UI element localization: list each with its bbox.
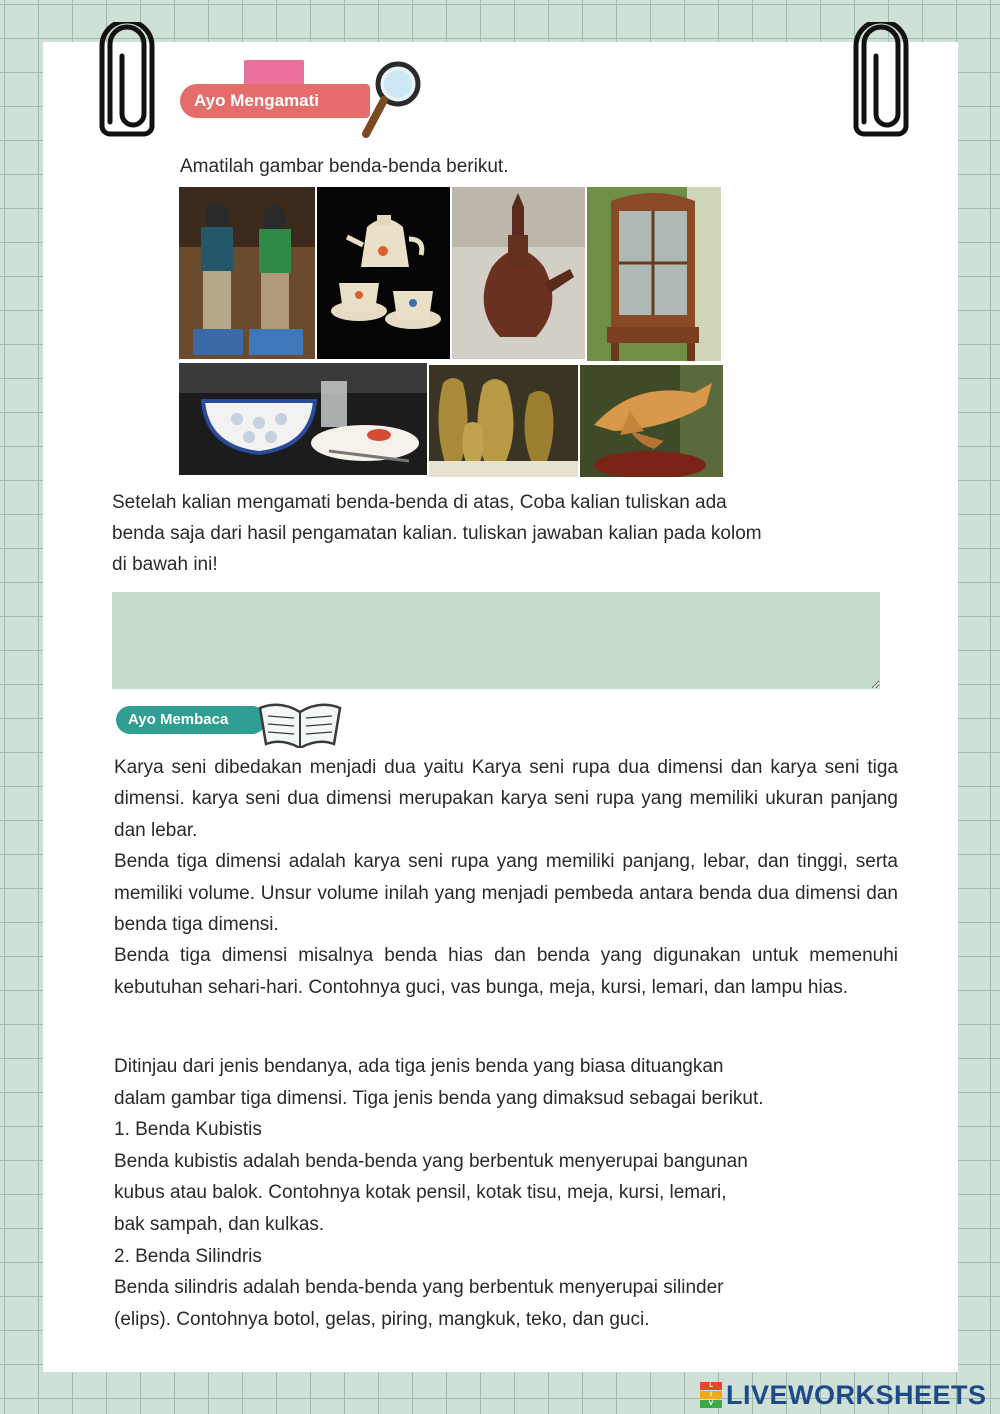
photo-cabinet <box>587 187 721 361</box>
reading-paragraph: Karya seni dibedakan menjadi dua yaitu Karya seni rupa dua dimensi dan karya seni tiga dimensi. karya seni dua dimensi merupakan karya seni rupa yang memiliki ukuran panjang dan lebar. <box>114 757 898 841</box>
paperclip-icon <box>96 22 158 140</box>
logo-icon <box>700 1382 722 1408</box>
reading-line: Benda silindris adalah benda-benda yang berbentuk menyerupai silinder <box>114 1277 724 1299</box>
answer-input[interactable] <box>112 592 880 689</box>
logo-letter: I <box>700 1391 722 1399</box>
reading-paragraph: Benda tiga dimensi misalnya benda hias dan benda yang digunakan untuk memenuhi kebutuhan sehari-hari. Contohnya guci, vas bunga, meja, kursi, lemari, dan lampu hias. <box>114 945 898 998</box>
logo-letter: V <box>700 1400 722 1408</box>
magnifier-icon <box>358 58 428 140</box>
badge-label: Ayo Mengamati <box>180 84 370 118</box>
brand-wordmark: LIVEWORKSHEETS <box>726 1379 987 1410</box>
question-line: Setelah kalian mengamati benda-benda di atas, Coba kalian tuliskan ada <box>112 492 727 513</box>
section-badge-observe <box>178 60 428 144</box>
reading-line: (elips). Contohnya botol, gelas, piring, mangkuk, teko, dan guci. <box>114 1308 650 1330</box>
reading-line: kubus atau balok. Contohnya kotak pensil, kotak tisu, meja, kursi, lemari, <box>114 1182 727 1204</box>
photo-brass-vases <box>429 365 578 477</box>
reading-paragraph: Benda tiga dimensi adalah karya seni rupa yang memiliki panjang, lebar, dan tinggi, serta memiliki volume. Unsur volume inilah yang menjadi pembeda antara benda dua dimensi dan benda tiga dimensi. <box>114 851 898 936</box>
section-badge-read <box>116 696 346 748</box>
reading-line: bak sampah, dan kulkas. <box>114 1213 325 1235</box>
question-line: benda saja dari hasil pengamatan kalian. tuliskan jawaban kalian pada kolom <box>112 523 762 544</box>
question-text <box>112 487 892 580</box>
open-book-icon <box>254 696 344 748</box>
question-line: di bawah ini! <box>112 554 218 575</box>
reading-line: Benda kubistis adalah benda-benda yang berbentuk menyerupai bangunan <box>114 1150 748 1172</box>
liveworksheets-logo <box>700 1378 996 1412</box>
photo-kendi <box>452 187 585 359</box>
badge-label: Ayo Membaca <box>116 706 266 734</box>
reading-text-types <box>114 1051 898 1335</box>
photo-fish-carving <box>580 365 723 477</box>
list-heading: 2. Benda Silindris <box>114 1245 262 1267</box>
paperclip-icon <box>850 22 912 140</box>
instruction-text: Amatilah gambar benda-benda berikut. <box>180 156 509 177</box>
photo-figurines <box>179 187 315 359</box>
logo-letter: L <box>700 1382 722 1390</box>
photo-colander <box>179 363 427 475</box>
reading-line: dalam gambar tiga dimensi. Tiga jenis benda yang dimaksud sebagai berikut. <box>114 1087 764 1109</box>
list-heading: 1. Benda Kubistis <box>114 1119 262 1141</box>
reading-line: Ditinjau dari jenis bendanya, ada tiga jenis benda yang biasa dituangkan <box>114 1056 724 1077</box>
reading-text <box>114 752 898 1003</box>
photo-tea-set <box>317 187 450 359</box>
